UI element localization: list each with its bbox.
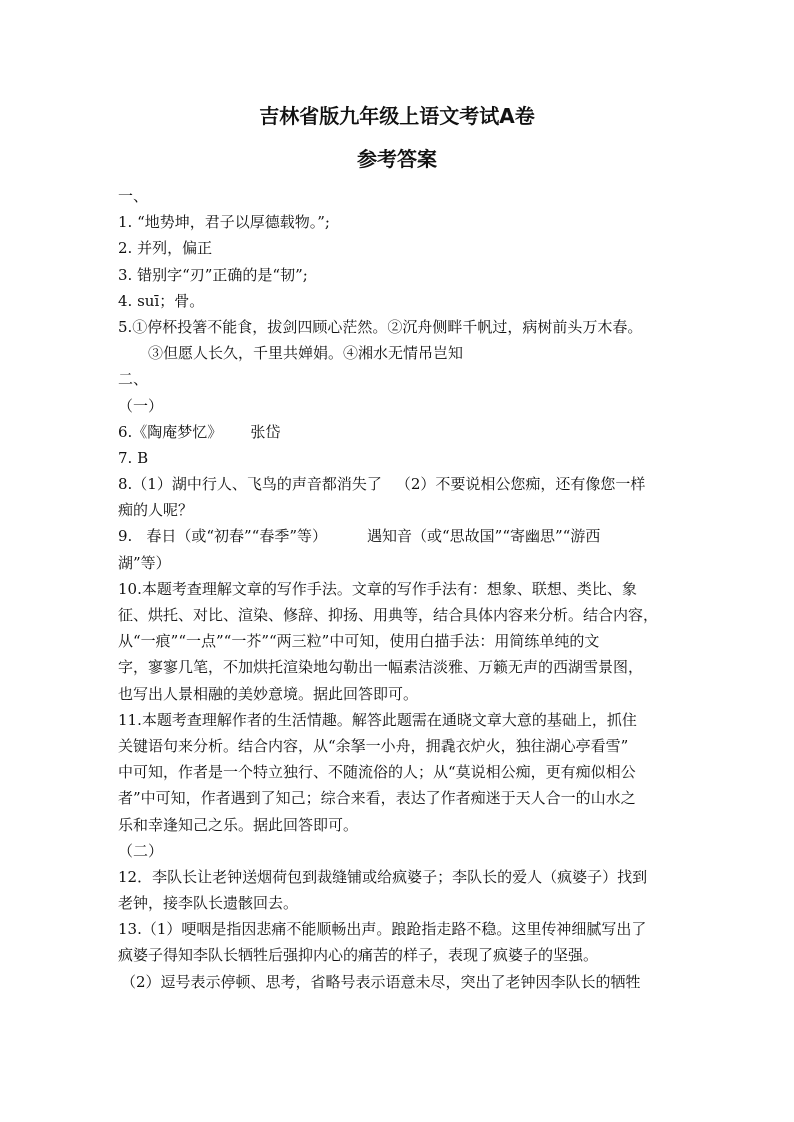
answer-9-cont: 湖”等）	[118, 553, 171, 572]
answer-6-author: 张岱	[250, 422, 281, 441]
answer-5: 5.①停杯投箸不能食，拔剑四顾心茫然。②沉舟侧畔千帆过，病树前头万木春。	[118, 317, 643, 336]
answer-11-l1: 11.本题考查理解作者的生活情趣。解答此题需在通晓文章大意的基础上，抓住	[118, 710, 637, 729]
section-heading-1: 一、	[118, 187, 149, 205]
document-subtitle: 参考答案	[357, 147, 437, 171]
answer-10-l3: 从“一痕”“一点”“一芥”“两三粒”中可知，使用白描手法：用简练单纯的文	[118, 632, 600, 651]
answer-11-l3: 中可知，作者是一个特立独行、不随流俗的人；从“莫说相公痴，更有痴似相公	[118, 763, 636, 782]
answer-4: 4. suī；骨。	[118, 291, 205, 310]
section-heading-2: 二、	[118, 370, 149, 389]
subsection-1: （一）	[118, 396, 164, 415]
answer-1: 1. “地势坤，君子以厚德载物。”;	[118, 213, 330, 232]
answer-10-l5: 也写出人景相融的美妙意境。据此回答即可。	[118, 684, 419, 703]
answer-3: 3. 错别字“刃”正确的是“韧”;	[118, 265, 308, 284]
answer-10-l1: 10.本题考查理解文章的写作手法。文章的写作手法有：想象、联想、类比、象	[118, 579, 637, 598]
answer-12-l1: 12．李队长让老钟送烟荷包到裁缝铺或给疯婆子；李队长的爱人（疯婆子）找到	[118, 867, 648, 886]
answer-11-l4: 者”中可知，作者遇到了知己；综合来看，表达了作者痴迷于天人合一的山水之	[118, 789, 636, 808]
answer-13-l3: （2）逗号表示停顿、思考，省略号表示语意未尽，突出了老钟因李队长的牺牲	[121, 972, 641, 991]
subsection-2: （二）	[118, 841, 164, 860]
document-title: 吉林省版九年级上语文考试A卷	[259, 104, 535, 128]
answer-8-cont: 痴的人呢？	[118, 501, 194, 520]
answer-10-l2: 征、烘托、对比、渲染、修辞、抑扬、用典等，结合具体内容来分析。结合内容，	[118, 606, 659, 624]
answer-9-part2: 遇知音（或“思故国”“寄幽思”“游西	[367, 527, 601, 546]
answer-9-part1: 春日（或“初春”“春季”等）	[146, 527, 327, 546]
answer-7: 7. B	[118, 448, 149, 467]
answer-13-l1: 13.（1）哽咽是指因悲痛不能顺畅出声。踉跄指走路不稳。这里传神细腻写出了	[118, 920, 647, 939]
answer-13-l2: 疯婆子得知李队长牺牲后强抑内心的痛苦的样子，表现了疯婆子的坚强。	[118, 946, 599, 965]
answer-2: 2. 并列，偏正	[118, 239, 213, 258]
answer-9	[118, 523, 678, 549]
answer-9-number: 9.	[118, 527, 133, 546]
answer-6	[118, 419, 678, 445]
answer-10-l4: 字，寥寥几笔，不加烘托渲染地勾勒出一幅素洁淡雅、万籁无声的西湖雪景图，	[118, 658, 644, 677]
answer-5-cont: ③但愿人长久，千里共婵娟。④湘水无情吊岂知	[148, 344, 464, 363]
answer-12-l2: 老钟，接李队长遗骸回去。	[118, 894, 299, 913]
answer-8-part2: （2）不要说相公您痴，还有像您一样	[395, 475, 646, 494]
answer-8	[118, 471, 678, 497]
answer-6-book: 6.《陶庵梦忆》	[118, 422, 223, 441]
answer-body	[118, 183, 678, 995]
answer-11-l2: 关键语句来分析。结合内容，从“余拏一小舟，拥毳衣炉火，独往湖心亭看雪”	[118, 736, 629, 755]
answer-8-part1: 8.（1）湖中行人、飞鸟的声音都消失了	[118, 475, 382, 494]
answer-11-l5: 乐和幸逢知己之乐。据此回答即可。	[118, 815, 359, 834]
